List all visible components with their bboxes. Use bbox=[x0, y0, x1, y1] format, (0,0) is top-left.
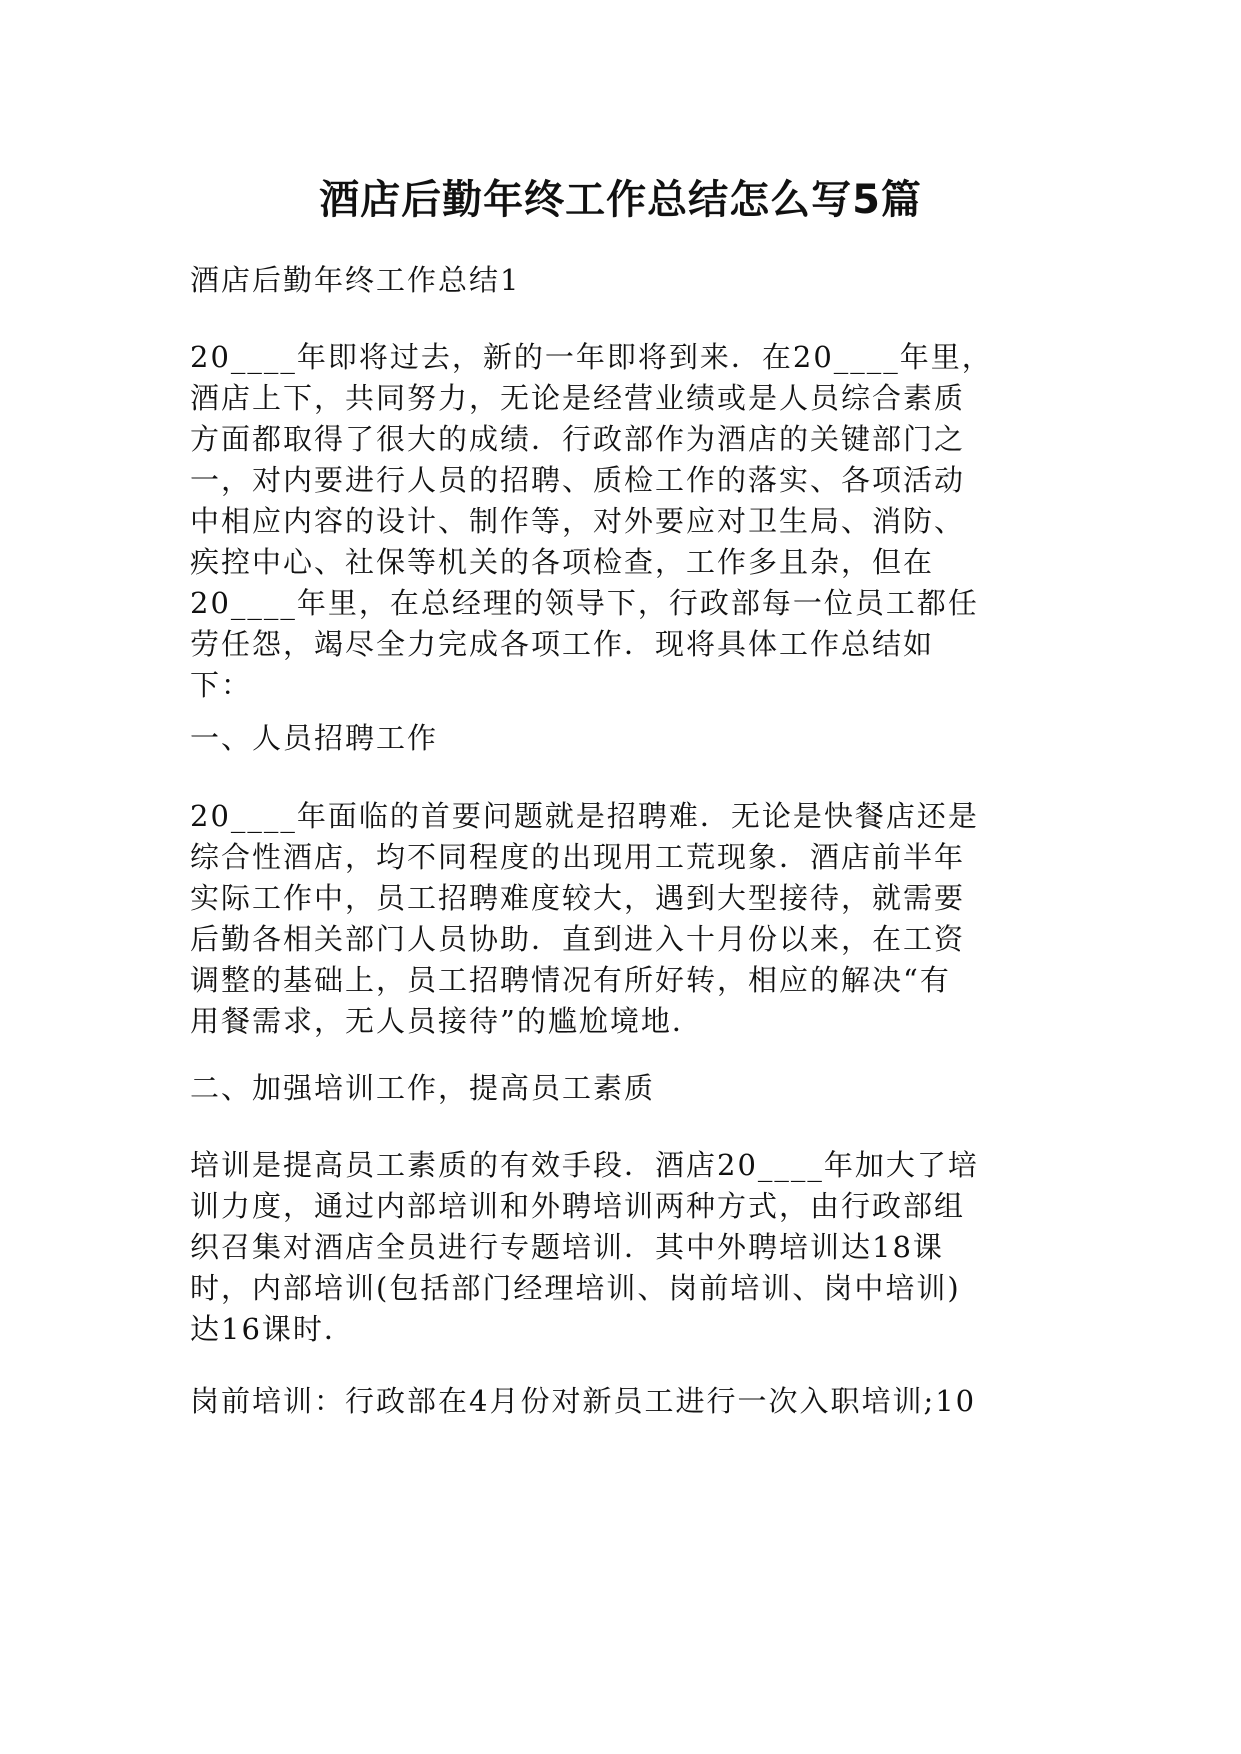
paragraph-line: 综合性酒店，均不同程度的出现用工荒现象．酒店前半年 bbox=[190, 840, 966, 874]
paragraph-line: 达16课时． bbox=[190, 1312, 355, 1346]
paragraph-line: 20____年面临的首要问题就是招聘难．无论是快餐店还是 bbox=[190, 799, 979, 833]
section-title-block bbox=[190, 260, 1060, 301]
paragraph-line: 20____年里，在总经理的领导下，行政部每一位员工都任 bbox=[190, 586, 979, 620]
document-title: 酒店后勤年终工作总结怎么写5篇 bbox=[319, 177, 922, 223]
paragraph-line: 酒店上下，共同努力，无论是经营业绩或是人员综合素质 bbox=[190, 381, 966, 415]
paragraph-pre-job-training bbox=[190, 1381, 1060, 1422]
paragraph-intro bbox=[190, 337, 1060, 706]
paragraph-line: 后勤各相关部门人员协助．直到进入十月份以来，在工资 bbox=[190, 922, 966, 956]
paragraph-line: 用餐需求，无人员接待”的尴尬境地． bbox=[190, 1004, 703, 1038]
paragraph-line: 培训是提高员工素质的有效手段．酒店20____年加大了培 bbox=[190, 1148, 979, 1182]
paragraph-line: 训力度，通过内部培训和外聘培训两种方式，由行政部组 bbox=[190, 1189, 966, 1223]
paragraph-line: 岗前培训：行政部在4月份对新员工进行一次入职培训;10 bbox=[190, 1384, 977, 1418]
paragraph-line: 劳任怨，竭尽全力完成各项工作．现将具体工作总结如 bbox=[190, 627, 935, 661]
paragraph-line: 一，对内要进行人员的招聘、质检工作的落实、各项活动 bbox=[190, 463, 966, 497]
paragraph-line: 织召集对酒店全员进行专题培训．其中外聘培训达18课 bbox=[190, 1230, 944, 1264]
section-title: 酒店后勤年终工作总结1 bbox=[190, 263, 521, 297]
paragraph-line: 中相应内容的设计、制作等，对外要应对卫生局、消防、 bbox=[190, 504, 966, 538]
paragraph-line: 20____年即将过去，新的一年即将到来．在20____年里， bbox=[190, 340, 993, 374]
paragraph-line: 调整的基础上，员工招聘情况有所好转，相应的解决“有 bbox=[190, 963, 951, 997]
heading-block-1 bbox=[190, 718, 1060, 759]
heading-block-2 bbox=[190, 1068, 1060, 1109]
paragraph-recruitment bbox=[190, 796, 1060, 1042]
paragraph-training bbox=[190, 1145, 1060, 1350]
heading-training: 二、加强培训工作，提高员工素质 bbox=[190, 1071, 656, 1105]
paragraph-line: 时，内部培训(包括部门经理培训、岗前培训、岗中培训) bbox=[190, 1271, 961, 1305]
paragraph-line: 疾控中心、社保等机关的各项检查，工作多且杂，但在 bbox=[190, 545, 935, 579]
paragraph-line: 方面都取得了很大的成绩．行政部作为酒店的关键部门之 bbox=[190, 422, 966, 456]
heading-recruitment: 一、人员招聘工作 bbox=[190, 721, 439, 755]
paragraph-line: 下： bbox=[190, 668, 253, 702]
paragraph-line: 实际工作中，员工招聘难度较大，遇到大型接待，就需要 bbox=[190, 881, 966, 915]
